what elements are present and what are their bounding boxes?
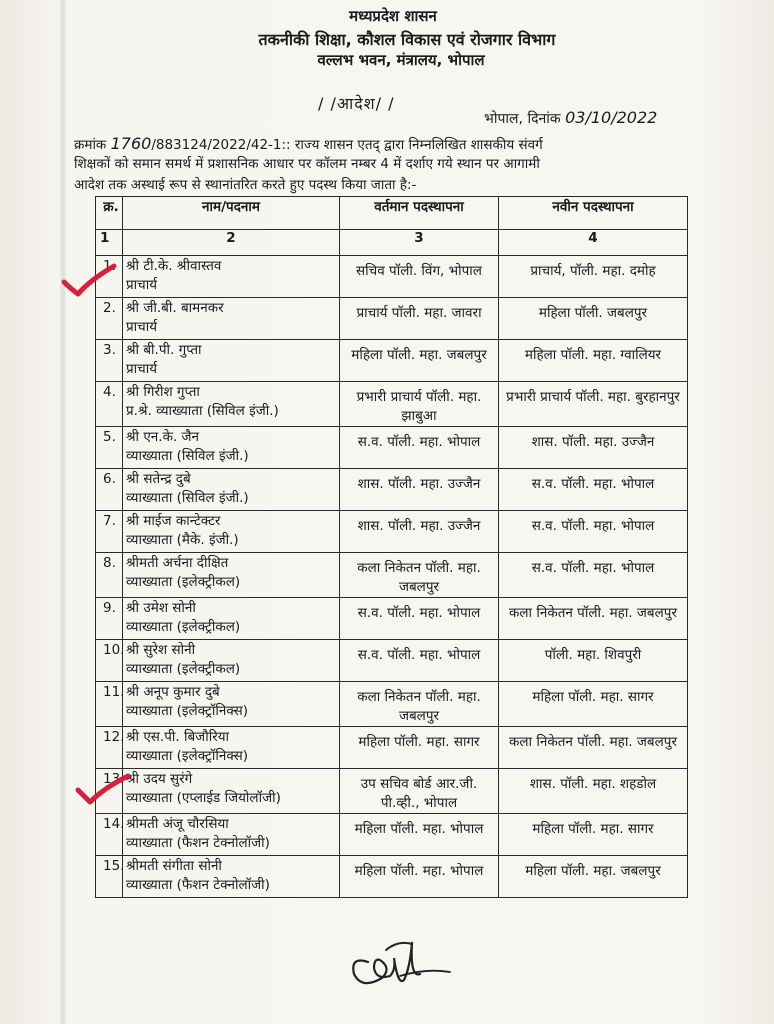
new-posting: महिला पॉली. महा. सागर — [532, 821, 654, 837]
cell-new-posting — [499, 769, 688, 814]
cell-new-posting — [499, 511, 688, 553]
cell-serial — [96, 553, 123, 598]
current-posting: कला निकेतन पॉली. महा. जबलपुर — [357, 689, 481, 724]
serial-number: 8. — [103, 555, 116, 571]
employee-designation: व्याख्याता (इलेक्ट्रीकल) — [126, 574, 241, 590]
cell-name — [123, 598, 340, 640]
employee-designation: प्राचार्य — [126, 277, 158, 293]
cell-new-posting — [499, 598, 688, 640]
order-title: / /आदेश/ / — [318, 94, 395, 113]
cell-serial — [96, 511, 123, 553]
header-name: नाम/पदनाम — [123, 197, 340, 230]
order-date — [484, 108, 657, 128]
employee-designation: व्याख्याता (सिविल इंजी.) — [126, 490, 249, 506]
table-row — [96, 427, 688, 469]
employee-designation: प्राचार्य — [126, 319, 158, 335]
intro-text-1: राज्य शासन एतद् द्वारा निम्नलिखित शासकीय संवर्ग — [294, 137, 543, 153]
employee-name: श्री उदय सुरंगे — [126, 771, 193, 787]
employee-designation: व्याख्याता (एप्लाईड जियोलॉजी) — [126, 790, 281, 806]
new-posting: पॉली. महा. शिवपुरी — [544, 647, 642, 663]
employee-designation: व्याख्याता (फैशन टेक्नोलॉजी) — [126, 835, 270, 851]
cell-serial — [96, 640, 123, 682]
cell-name — [123, 469, 340, 511]
cell-name — [123, 298, 340, 340]
employee-name: श्री बी.पी. गुप्ता — [126, 342, 202, 358]
header-new-posting: नवीन पदस्थापना — [499, 197, 688, 230]
serial-number: 13. — [103, 771, 125, 787]
cell-new-posting — [499, 469, 688, 511]
cell-serial — [96, 340, 123, 382]
current-posting: प्राचार्य पॉली. महा. जावरा — [356, 305, 482, 321]
serial-number: 14. — [103, 816, 125, 832]
header-government: मध्यप्रदेश शासन — [349, 7, 437, 25]
current-posting: महिला पॉली. महा. भोपाल — [354, 863, 484, 879]
current-posting: शास. पॉली. महा. उज्जैन — [357, 476, 481, 492]
table-row — [96, 682, 688, 727]
cell-serial — [96, 469, 123, 511]
cell-name — [123, 427, 340, 469]
serial-number: 15. — [103, 858, 125, 874]
table-row — [96, 640, 688, 682]
employee-name: श्रीमती अंजू चौरसिया — [126, 816, 229, 832]
cell-serial — [96, 814, 123, 856]
employee-name: श्री सतेन्द्र दुबे — [126, 471, 191, 487]
table-body — [96, 230, 688, 898]
cell-current-posting — [340, 298, 499, 340]
cell-new-posting — [499, 427, 688, 469]
transfer-table — [95, 196, 688, 898]
header-address: वल्लभ भवन, मंत्रालय, भोपाल — [317, 51, 485, 69]
cell-new-posting — [499, 682, 688, 727]
employee-designation: प्राचार्य — [126, 361, 158, 377]
cell-serial — [96, 382, 123, 427]
order-number: /883124/2022/42-1:: — [151, 137, 291, 153]
cell-new-posting — [499, 856, 688, 898]
date-label: भोपाल, दिनांक — [484, 111, 561, 127]
cell-current-posting — [340, 856, 499, 898]
current-posting: प्रभारी प्राचार्य पॉली. महा. झाबुआ — [356, 389, 482, 424]
serial-number: 12. — [103, 729, 125, 745]
order-number-prefix: क्रमांक — [74, 137, 107, 153]
new-posting: प्रभारी प्राचार्य पॉली. महा. बुरहानपुर — [506, 389, 680, 405]
table-row — [96, 469, 688, 511]
serial-number: 3. — [103, 342, 116, 358]
employee-name: श्रीमती अर्चना दीक्षित — [126, 555, 229, 571]
cell-new-posting — [499, 727, 688, 769]
cell-current-posting — [340, 682, 499, 727]
new-posting: महिला पॉली. महा. ग्वालियर — [524, 347, 662, 363]
employee-name: श्री उमेश सोनी — [126, 600, 196, 616]
intro-line-1 — [74, 133, 686, 156]
header-department: तकनीकी शिक्षा, कौशल विकास एवं रोजगार विभाग — [258, 30, 556, 49]
checkmark-icon — [60, 262, 120, 302]
table-row — [96, 769, 688, 814]
col-number-4: 4 — [499, 230, 688, 256]
employee-name: श्री माईज कान्टेक्टर — [126, 513, 221, 529]
serial-number: 5. — [103, 429, 116, 445]
employee-designation: व्याख्याता (इलेक्ट्रॉनिक्स) — [126, 748, 249, 764]
cell-name — [123, 511, 340, 553]
date-value: 03/10/2022 — [565, 108, 658, 127]
cell-name — [123, 769, 340, 814]
employee-designation: व्याख्याता (इलेक्ट्रॉनिक्स) — [126, 703, 249, 719]
header-serial: क्र. — [96, 197, 123, 230]
table-row — [96, 298, 688, 340]
paper-fold — [60, 0, 66, 1024]
cell-current-posting — [340, 553, 499, 598]
col-number-1: 1 — [96, 230, 123, 256]
cell-new-posting — [499, 553, 688, 598]
cell-current-posting — [340, 382, 499, 427]
cell-serial — [96, 856, 123, 898]
employee-designation: व्याख्याता (फैशन टेक्नोलॉजी) — [126, 877, 270, 893]
table-header-row — [96, 197, 688, 230]
table-row — [96, 340, 688, 382]
cell-current-posting — [340, 769, 499, 814]
cell-serial — [96, 427, 123, 469]
cell-current-posting — [340, 256, 499, 298]
table-row — [96, 856, 688, 898]
cell-current-posting — [340, 427, 499, 469]
cell-current-posting — [340, 469, 499, 511]
current-posting: महिला पॉली. महा. सागर — [358, 734, 480, 750]
employee-name: श्रीमती संगीता सोनी — [126, 858, 222, 874]
new-posting: स.व. पॉली. महा. भोपाल — [531, 476, 655, 492]
current-posting: सचिव पॉली. विंग, भोपाल — [356, 263, 482, 279]
cell-name — [123, 727, 340, 769]
cell-current-posting — [340, 598, 499, 640]
current-posting: शास. पॉली. महा. उज्जैन — [357, 518, 481, 534]
cell-current-posting — [340, 814, 499, 856]
cell-new-posting — [499, 298, 688, 340]
new-posting: कला निकेतन पॉली. महा. जबलपुर — [509, 734, 677, 750]
intro-line-3: आदेश तक अस्थाई रूप से स्थानांतरित करते हुए पदस्थ किया जाता है:- — [74, 177, 417, 193]
intro-line-2: शिक्षकों को समान समर्थ में प्रशासनिक आधार पर कॉलम नम्बर 4 में दर्शाए गये स्थान पर आगामी — [74, 156, 540, 172]
table-row — [96, 382, 688, 427]
new-posting: महिला पॉली. जबलपुर — [538, 305, 648, 321]
cell-serial — [96, 727, 123, 769]
new-posting: कला निकेतन पॉली. महा. जबलपुर — [509, 605, 677, 621]
serial-number: 2. — [103, 300, 116, 316]
employee-name: श्री अनूप कुमार दुबे — [126, 684, 220, 700]
checkmark-icon — [74, 772, 134, 812]
table-row — [96, 814, 688, 856]
table-row — [96, 256, 688, 298]
serial-number: 11. — [103, 684, 125, 700]
cell-current-posting — [340, 640, 499, 682]
new-posting: शास. पॉली. महा. शहडोल — [529, 776, 657, 792]
table-row — [96, 727, 688, 769]
cell-new-posting — [499, 382, 688, 427]
serial-number: 4. — [103, 384, 116, 400]
new-posting: स.व. पॉली. महा. भोपाल — [531, 518, 655, 534]
employee-designation: व्याख्याता (इलेक्ट्रीकल) — [126, 619, 241, 635]
new-posting: शास. पॉली. महा. उज्जैन — [531, 434, 655, 450]
col-number-3: 3 — [340, 230, 499, 256]
cell-name — [123, 340, 340, 382]
cell-name — [123, 553, 340, 598]
employee-designation: व्याख्याता (मैके. इंजी.) — [126, 532, 239, 548]
new-posting: प्राचार्य, पॉली. महा. दमोह — [530, 263, 656, 279]
current-posting: महिला पॉली. महा. भोपाल — [354, 821, 484, 837]
new-posting: स.व. पॉली. महा. भोपाल — [531, 560, 655, 576]
cell-current-posting — [340, 727, 499, 769]
cell-name — [123, 682, 340, 727]
new-posting: महिला पॉली. महा. सागर — [532, 689, 654, 705]
current-posting: स.व. पॉली. महा. भोपाल — [357, 434, 481, 450]
cell-current-posting — [340, 340, 499, 382]
employee-designation: व्याख्याता (इलेक्ट्रीकल) — [126, 661, 241, 677]
current-posting: स.व. पॉली. महा. भोपाल — [357, 647, 481, 663]
current-posting: कला निकेतन पॉली. महा. जबलपुर — [357, 560, 481, 595]
signature — [340, 928, 460, 998]
table-row — [96, 553, 688, 598]
serial-number: 1. — [103, 258, 116, 274]
current-posting: स.व. पॉली. महा. भोपाल — [357, 605, 481, 621]
employee-designation: प्र.श्रे. व्याख्याता (सिविल इंजी.) — [126, 403, 279, 419]
cell-serial — [96, 598, 123, 640]
employee-designation: व्याख्याता (सिविल इंजी.) — [126, 448, 249, 464]
cell-new-posting — [499, 814, 688, 856]
header-current-posting: वर्तमान पदस्थापना — [340, 197, 499, 230]
cell-name — [123, 256, 340, 298]
employee-name: श्री सुरेश सोनी — [126, 642, 196, 658]
cell-serial — [96, 298, 123, 340]
cell-new-posting — [499, 340, 688, 382]
serial-number: 6. — [103, 471, 116, 487]
current-posting: महिला पॉली. महा. जबलपुर — [351, 347, 487, 363]
column-number-row — [96, 230, 688, 256]
cell-new-posting — [499, 640, 688, 682]
cell-name — [123, 814, 340, 856]
serial-number: 7. — [103, 513, 116, 529]
serial-number: 9. — [103, 600, 116, 616]
cell-serial — [96, 682, 123, 727]
current-posting: उप सचिव बोर्ड आर.जी. पी.व्ही., भोपाल — [360, 776, 478, 811]
serial-number: 10. — [103, 642, 125, 658]
col-number-2: 2 — [123, 230, 340, 256]
employee-name: श्री जी.बी. बामनकर — [126, 300, 224, 316]
employee-name: श्री एन.के. जैन — [126, 429, 200, 445]
cell-name — [123, 382, 340, 427]
cell-name — [123, 640, 340, 682]
table-row — [96, 511, 688, 553]
employee-name: श्री टी.के. श्रीवास्तव — [126, 258, 222, 274]
table-row — [96, 598, 688, 640]
cell-new-posting — [499, 256, 688, 298]
order-number-handwritten: 1760 — [110, 134, 152, 153]
employee-name: श्री गिरीश गुप्ता — [126, 384, 200, 400]
cell-name — [123, 856, 340, 898]
cell-current-posting — [340, 511, 499, 553]
employee-name: श्री एस.पी. बिजौरिया — [126, 729, 230, 745]
new-posting: महिला पॉली. महा. जबलपुर — [525, 863, 661, 879]
